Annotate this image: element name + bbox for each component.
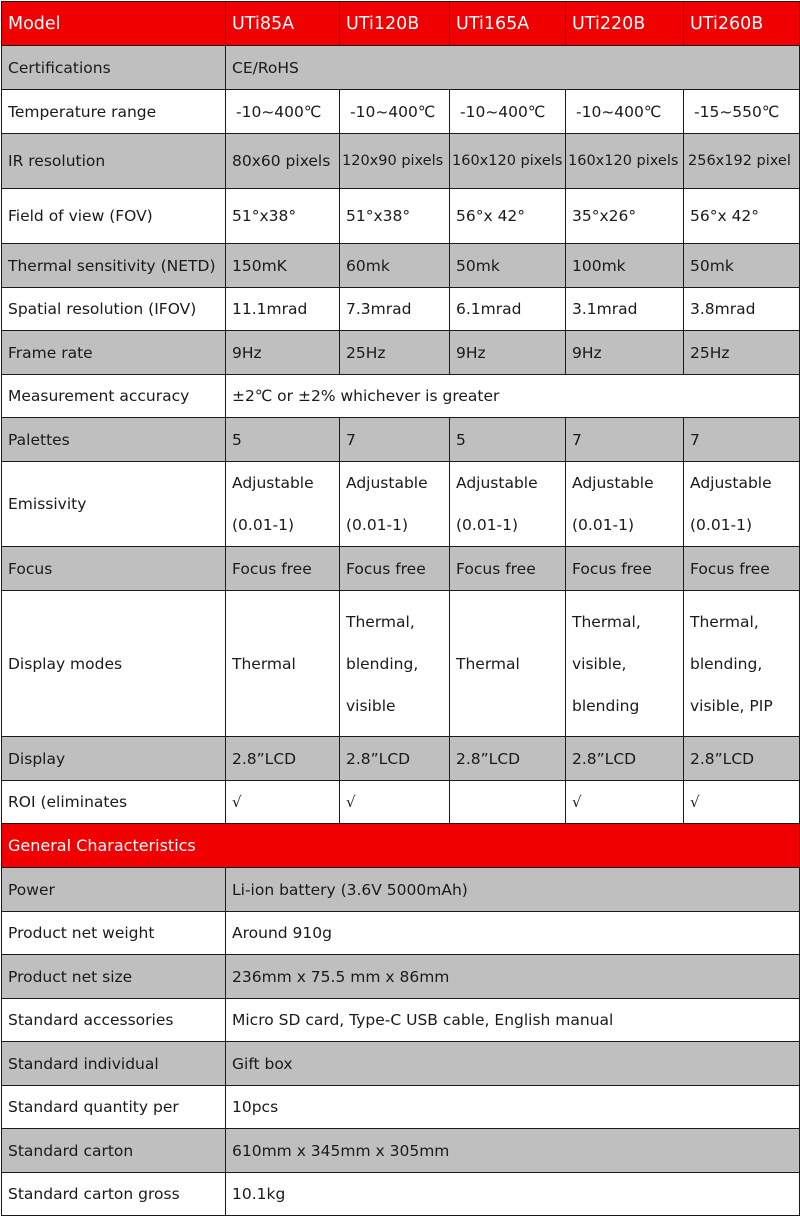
row-label: Palettes bbox=[2, 418, 226, 462]
table-cell: Adjustable (0.01-1) bbox=[684, 462, 800, 547]
table-cell: 25Hz bbox=[340, 331, 450, 375]
check-mark: √ bbox=[684, 781, 800, 824]
table-cell: Focus free bbox=[566, 547, 684, 591]
row-label: Product net weight bbox=[2, 912, 226, 955]
row-label: Thermal sensitivity (NETD) bbox=[2, 244, 226, 288]
row-palettes bbox=[2, 418, 800, 462]
table-cell: 80x60 pixels bbox=[226, 134, 340, 189]
table-cell: 56°x 42° bbox=[450, 189, 566, 244]
row-temperature-range bbox=[2, 90, 800, 134]
model-uti220b: UTi220B bbox=[566, 2, 684, 46]
table-cell: 50mk bbox=[450, 244, 566, 288]
row-display bbox=[2, 737, 800, 781]
table-cell: Adjustable (0.01-1) bbox=[566, 462, 684, 547]
table-cell: 51°x38° bbox=[226, 189, 340, 244]
row-label: Emissivity bbox=[2, 462, 226, 547]
table-cell: Adjustable (0.01-1) bbox=[226, 462, 340, 547]
header-label: Model bbox=[2, 2, 226, 46]
table-cell: Focus free bbox=[340, 547, 450, 591]
table-cell: -10~400℃ bbox=[450, 90, 566, 134]
row-value: 10.1kg bbox=[226, 1173, 800, 1216]
table-cell: 7 bbox=[340, 418, 450, 462]
table-cell: 2.8”LCD bbox=[450, 737, 566, 781]
row-label: ROI (eliminates bbox=[2, 781, 226, 824]
table-cell: -10~400℃ bbox=[340, 90, 450, 134]
table-cell: 3.8mrad bbox=[684, 288, 800, 331]
table-cell: 2.8”LCD bbox=[340, 737, 450, 781]
table-cell: 9Hz bbox=[226, 331, 340, 375]
row-roi bbox=[2, 781, 800, 824]
table-cell: Thermal bbox=[226, 591, 340, 737]
certifications-value: CE/RoHS bbox=[226, 46, 800, 90]
check-mark: √ bbox=[226, 781, 340, 824]
row-value: 610mm x 345mm x 305mm bbox=[226, 1129, 800, 1173]
table-cell: 35°x26° bbox=[566, 189, 684, 244]
table-cell: 160x120 pixels bbox=[450, 134, 566, 189]
row-fov bbox=[2, 189, 800, 244]
header-row bbox=[2, 2, 800, 46]
table-cell: 6.1mrad bbox=[450, 288, 566, 331]
row-label: Product net size bbox=[2, 955, 226, 999]
row-value: Micro SD card, Type-C USB cable, English manual bbox=[226, 999, 800, 1042]
row-quantity bbox=[2, 1086, 800, 1129]
row-ir-resolution bbox=[2, 134, 800, 189]
table-cell: 7.3mrad bbox=[340, 288, 450, 331]
row-net-weight bbox=[2, 912, 800, 955]
table-cell: -15~550℃ bbox=[684, 90, 800, 134]
row-net-size bbox=[2, 955, 800, 999]
table-cell: 56°x 42° bbox=[684, 189, 800, 244]
accuracy-value: ±2℃ or ±2% whichever is greater bbox=[226, 375, 800, 418]
spec-table bbox=[1, 1, 800, 1216]
row-value: Gift box bbox=[226, 1042, 800, 1086]
row-power bbox=[2, 868, 800, 912]
row-label: Standard accessories bbox=[2, 999, 226, 1042]
table-cell: Focus free bbox=[226, 547, 340, 591]
table-cell: 2.8”LCD bbox=[566, 737, 684, 781]
table-cell: -10~400℃ bbox=[566, 90, 684, 134]
row-label: IR resolution bbox=[2, 134, 226, 189]
model-uti85a: UTi85A bbox=[226, 2, 340, 46]
row-accessories bbox=[2, 999, 800, 1042]
row-label: Standard carton bbox=[2, 1129, 226, 1173]
row-label: Measurement accuracy bbox=[2, 375, 226, 418]
table-cell: 60mk bbox=[340, 244, 450, 288]
table-cell: 100mk bbox=[566, 244, 684, 288]
table-cell: Adjustable (0.01-1) bbox=[340, 462, 450, 547]
model-uti120b: UTi120B bbox=[340, 2, 450, 46]
table-cell: Focus free bbox=[450, 547, 566, 591]
row-emissivity bbox=[2, 462, 800, 547]
table-cell: 150mK bbox=[226, 244, 340, 288]
table-cell: 160x120 pixels bbox=[566, 134, 684, 189]
row-value: 236mm x 75.5 mm x 86mm bbox=[226, 955, 800, 999]
row-label: Display modes bbox=[2, 591, 226, 737]
row-label: Power bbox=[2, 868, 226, 912]
table-cell: 2.8”LCD bbox=[226, 737, 340, 781]
row-value: Li-ion battery (3.6V 5000mAh) bbox=[226, 868, 800, 912]
table-cell: 256x192 pixel bbox=[684, 134, 800, 189]
row-label: Standard quantity per bbox=[2, 1086, 226, 1129]
row-value: Around 910g bbox=[226, 912, 800, 955]
table-cell: Thermal, blending, visible bbox=[340, 591, 450, 737]
row-netd bbox=[2, 244, 800, 288]
row-label: Frame rate bbox=[2, 331, 226, 375]
row-frame-rate bbox=[2, 331, 800, 375]
row-label: Standard carton gross bbox=[2, 1173, 226, 1216]
row-individual bbox=[2, 1042, 800, 1086]
row-label: Display bbox=[2, 737, 226, 781]
row-label: Certifications bbox=[2, 46, 226, 90]
row-label: Standard individual bbox=[2, 1042, 226, 1086]
table-cell: Thermal, visible, blending bbox=[566, 591, 684, 737]
table-cell: -10~400℃ bbox=[226, 90, 340, 134]
table-cell: Thermal bbox=[450, 591, 566, 737]
section-header-general bbox=[2, 824, 800, 868]
table-cell: 7 bbox=[566, 418, 684, 462]
row-focus bbox=[2, 547, 800, 591]
row-ifov bbox=[2, 288, 800, 331]
table-cell: 50mk bbox=[684, 244, 800, 288]
model-uti260b: UTi260B bbox=[684, 2, 800, 46]
row-label: Focus bbox=[2, 547, 226, 591]
table-cell: 51°x38° bbox=[340, 189, 450, 244]
row-label: Field of view (FOV) bbox=[2, 189, 226, 244]
table-cell: 25Hz bbox=[684, 331, 800, 375]
row-carton bbox=[2, 1129, 800, 1173]
table-cell: 11.1mrad bbox=[226, 288, 340, 331]
row-certifications bbox=[2, 46, 800, 90]
row-display-modes bbox=[2, 591, 800, 737]
check-mark: √ bbox=[340, 781, 450, 824]
table-cell: 3.1mrad bbox=[566, 288, 684, 331]
table-cell: 5 bbox=[450, 418, 566, 462]
table-cell: 5 bbox=[226, 418, 340, 462]
check-mark bbox=[450, 781, 566, 824]
table-cell: 9Hz bbox=[450, 331, 566, 375]
table-cell: Adjustable (0.01-1) bbox=[450, 462, 566, 547]
table-cell: Focus free bbox=[684, 547, 800, 591]
table-cell: 9Hz bbox=[566, 331, 684, 375]
row-carton-gross bbox=[2, 1173, 800, 1216]
section-title: General Characteristics bbox=[2, 824, 800, 868]
check-mark: √ bbox=[566, 781, 684, 824]
table-cell: 120x90 pixels bbox=[340, 134, 450, 189]
row-label: Temperature range bbox=[2, 90, 226, 134]
row-value: 10pcs bbox=[226, 1086, 800, 1129]
table-cell: Thermal, blending, visible, PIP bbox=[684, 591, 800, 737]
row-accuracy bbox=[2, 375, 800, 418]
row-label: Spatial resolution (IFOV) bbox=[2, 288, 226, 331]
table-cell: 7 bbox=[684, 418, 800, 462]
table-cell: 2.8”LCD bbox=[684, 737, 800, 781]
model-uti165a: UTi165A bbox=[450, 2, 566, 46]
